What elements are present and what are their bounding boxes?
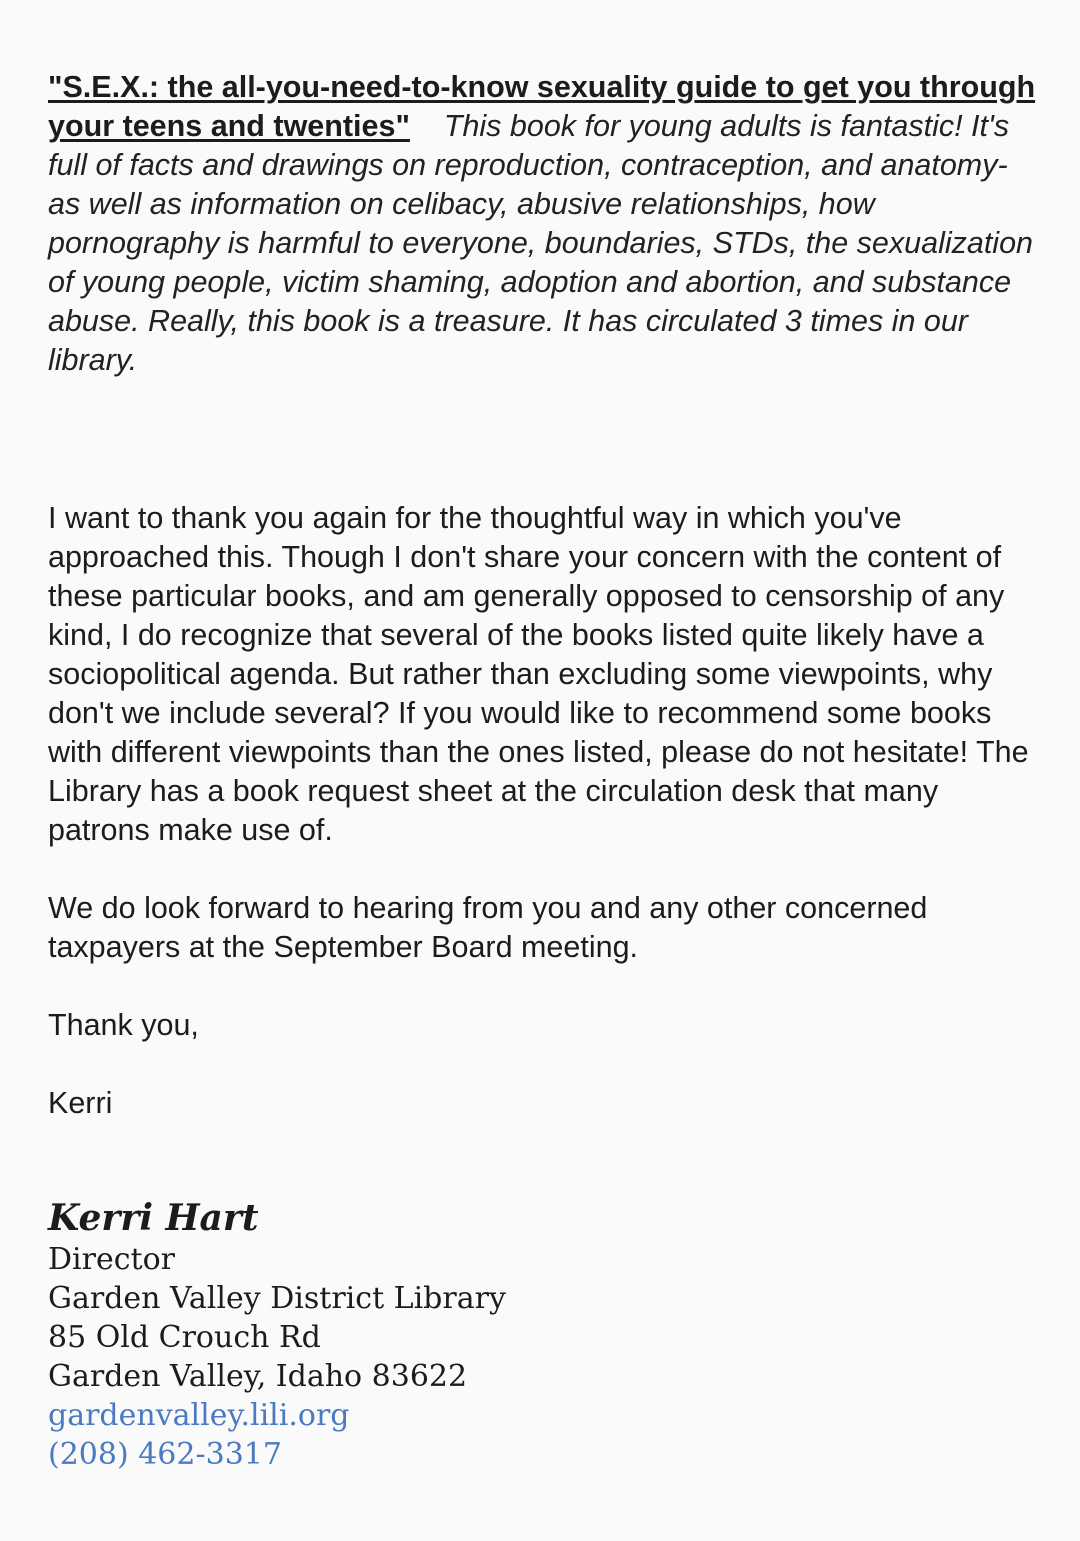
signature-title: Director: [48, 1242, 176, 1277]
signature-organization: Garden Valley District Library: [48, 1281, 506, 1316]
letter-paragraph-1: I want to thank you again for the thoughtful way in which you've approached this. Though I don't share your concern with the content of these particular books, and am generally opposed to censorship of any kind, I do recognize that several of the books listed quite likely have a sociopolitical agenda. But rather than excluding some viewpoints, why don't we include several? If you would like to recommend some books with different viewpoints than the ones listed, please do not hesitate! The Library has a book request sheet at the circulation desk that many patrons make use of.: [48, 501, 1029, 847]
spacer: [48, 850, 1048, 889]
book-entry: [48, 68, 1048, 380]
book-title: "S.E.X.: the all-you-need-to-know sexuality guide to get you through your teens and twenties": [48, 70, 1036, 143]
email-body: [48, 68, 1048, 1123]
website-link[interactable]: gardenvalley.lili.org: [48, 1398, 350, 1433]
book-description: This book for young adults is fantastic! It's full of facts and drawings on reproduction, contraception, and anatomy- as well as information on celibacy, abusive relationships, how pornography is harmful to everyone, boundaries, STDs, the sexualization of young people, victim shaming, adoption and abortion, and substance abuse. Really, this book is a treasure. It has circulated 3 times in our library.: [48, 109, 1034, 377]
email-signature: [48, 1196, 506, 1474]
signature-address-line-2: Garden Valley, Idaho 83622: [48, 1359, 468, 1394]
signature-name: Kerri Hart: [48, 1197, 259, 1239]
spacer: [48, 380, 1048, 499]
closing-line: Thank you,: [48, 1008, 199, 1042]
sign-off: Kerri: [48, 1086, 113, 1120]
phone-link[interactable]: (208) 462-3317: [48, 1437, 282, 1472]
spacer: [48, 1045, 1048, 1084]
signature-address-line-1: 85 Old Crouch Rd: [48, 1320, 321, 1355]
letter-paragraph-2: We do look forward to hearing from you and any other concerned taxpayers at the September Board meeting.: [48, 891, 928, 964]
spacer: [48, 967, 1048, 1006]
